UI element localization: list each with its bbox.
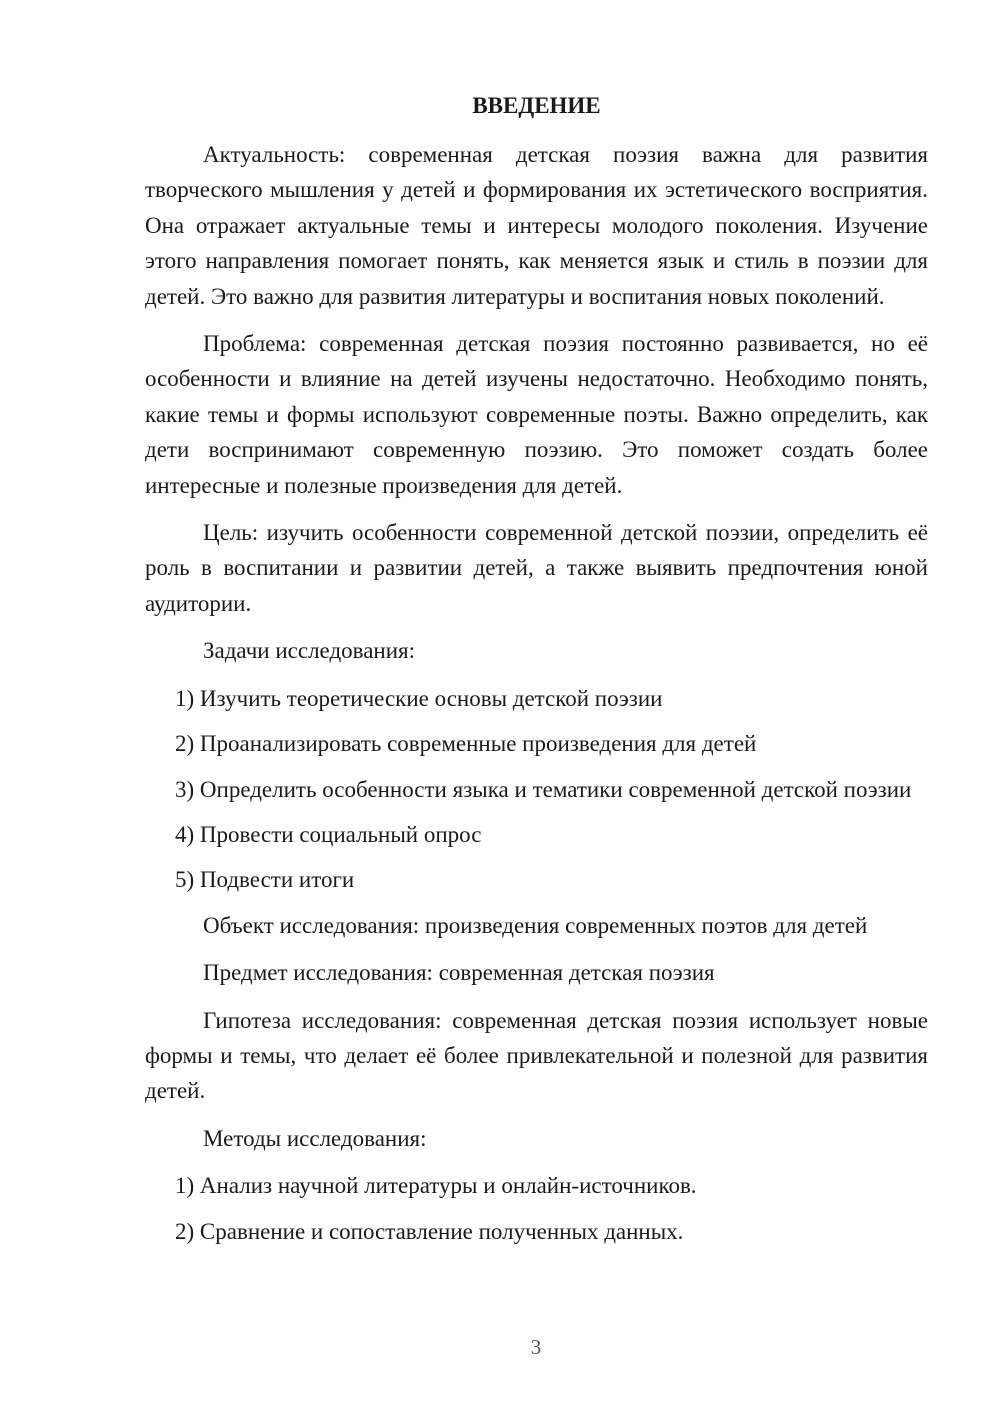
paragraph-tasks-heading: Задачи исследования:	[203, 638, 416, 664]
task-item: 1) Изучить теоретические основы детской поэзии	[175, 685, 663, 711]
task-item: 2) Проанализировать современные произведения для детей	[175, 731, 757, 757]
task-item: 4) Провести социальный опрос	[175, 821, 482, 847]
method-item: 1) Анализ научной литературы и онлайн-источников.	[175, 1173, 697, 1199]
paragraph-hypothesis: Гипотеза исследования: современная детская поэзия использует новые формы и темы, что делает её более привлекательной и полезной для развития детей.	[145, 1007, 928, 1104]
paragraph-problem: Проблема: современная детская поэзия постоянно развивается, но её особенности и влияние на детей изучены недостаточно. Необходимо понять, какие темы и формы используют современные поэты. Важно определить, как дети воспринимают современную поэзию. Это поможет создать более интересные и полезные произведения для детей.	[145, 331, 928, 498]
page-number: 3	[530, 1335, 542, 1359]
paragraph-relevance: Актуальность: современная детская поэзия важна для развития творческого мышления у детей и формирования их эстетического восприятия. Она отражает актуальные темы и интересы молодого поколения. Изучение этого направления помогает понять, как меняется язык и стиль в поэзии для детей. Это важно для развития литературы и воспитания новых поколений.	[145, 142, 928, 309]
method-item: 2) Сравнение и сопоставление полученных данных.	[175, 1218, 684, 1244]
paragraph-subject: Предмет исследования: современная детская поэзия	[203, 960, 715, 986]
paragraph-methods-heading: Методы исследования:	[203, 1125, 427, 1151]
page-content	[145, 93, 928, 1259]
paragraph-object: Объект исследования: произведения современных поэтов для детей	[203, 912, 868, 938]
task-item: 5) Подвести итоги	[175, 867, 355, 893]
task-item: 3) Определить особенности языка и тематики современной детской поэзии	[175, 776, 912, 802]
paragraph-goal: Цель: изучить особенности современной детской поэзии, определить её роль в воспитании и развитии детей, а также выявить предпочтения юной аудитории.	[145, 520, 928, 616]
section-title: ВВЕДЕНИЕ	[472, 93, 601, 118]
